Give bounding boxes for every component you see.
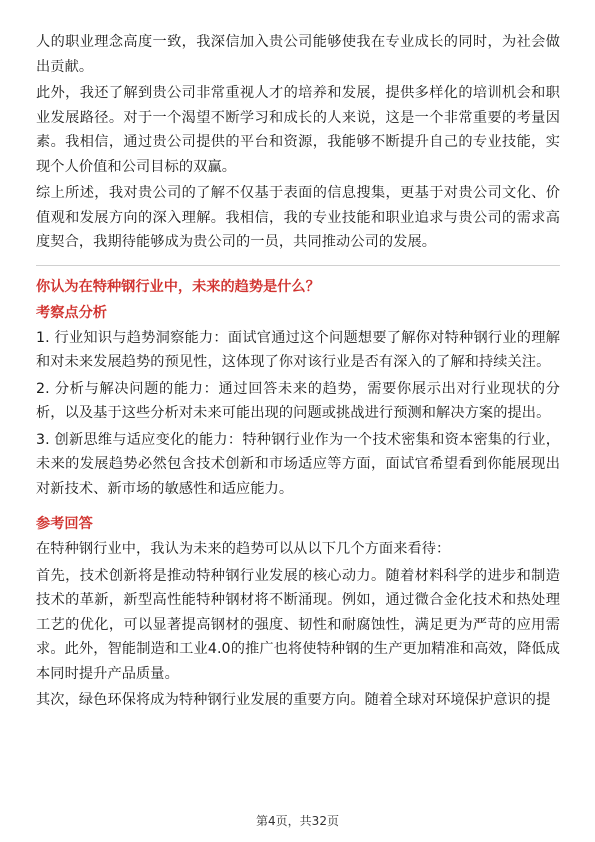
- page-content: [36, 30, 560, 715]
- body-paragraph: 人的职业理念高度一致，我深信加入贵公司能够使我在专业成长的同时，为社会做出贡献。: [36, 34, 560, 75]
- answer-heading: 参考回答: [36, 516, 93, 532]
- spacer: [36, 503, 560, 511]
- answer-paragraph: 首先，技术创新将是推动特种钢行业发展的核心动力。随着材料科学的进步和制造技术的革新，新型高性能特种钢材将不断涌现。例如，通过微合金化技术和热处理工艺的优化，可以显著提高钢材的强度、韧性和耐腐蚀性，满足更为严苛的应用需求。此外，智能制造和工业4.0的推广也将使特种钢的生产更加精准和高效，降低成本同时提升产品质量。: [36, 567, 560, 682]
- body-paragraph: 综上所述，我对贵公司的了解不仅基于表面的信息搜集，更基于对贵公司文化、价值观和发展方向的深入理解。我相信，我的专业技能和职业追求与贵公司的需求高度契合，我期待能够成为贵公司的一员，共同推动公司的发展。: [36, 185, 560, 250]
- analysis-item: 2. 分析与解决问题的能力：通过回答未来的趋势，需要你展示出对行业现状的分析，以及基于这些分析对未来可能出现的问题或挑战进行预测和解决方案的提出。: [36, 380, 560, 421]
- page-number: 第4页，共32页: [256, 814, 339, 828]
- answer-paragraph: 其次，绿色环保将成为特种钢行业发展的重要方向。随着全球对环境保护意识的提: [36, 692, 551, 708]
- interview-question: 你认为在特种钢行业中，未来的趋势是什么？: [36, 278, 320, 295]
- answer-paragraph: 在特种钢行业中，我认为未来的趋势可以从以下几个方面来看待：: [36, 541, 451, 557]
- analysis-item: 1. 行业知识与趋势洞察能力：面试官通过这个问题想要了解你对特种钢行业的理解和对未来发展趋势的预见性，这体现了你对该行业是否有深入的了解和持续关注。: [36, 329, 560, 370]
- analysis-item: 3. 创新思维与适应变化的能力：特种钢行业作为一个技术密集和资本密集的行业，未来的发展趋势必然包含技术创新和市场适应等方面，面试官希望看到你能展现出对新技术、新市场的敏感性和适应能力。: [36, 431, 560, 497]
- section-divider: [36, 265, 560, 266]
- analysis-heading: 考察点分析: [36, 304, 107, 321]
- body-paragraph: 此外，我还了解到贵公司非常重视人才的培养和发展，提供多样化的培训机会和职业发展路径。对于一个渴望不断学习和成长的人来说，这是一个非常重要的考量因素。我相信，通过贵公司提供的平台和资源，我能够不断提升自己的专业技能，实现个人价值和公司目标的双赢。: [36, 85, 560, 175]
